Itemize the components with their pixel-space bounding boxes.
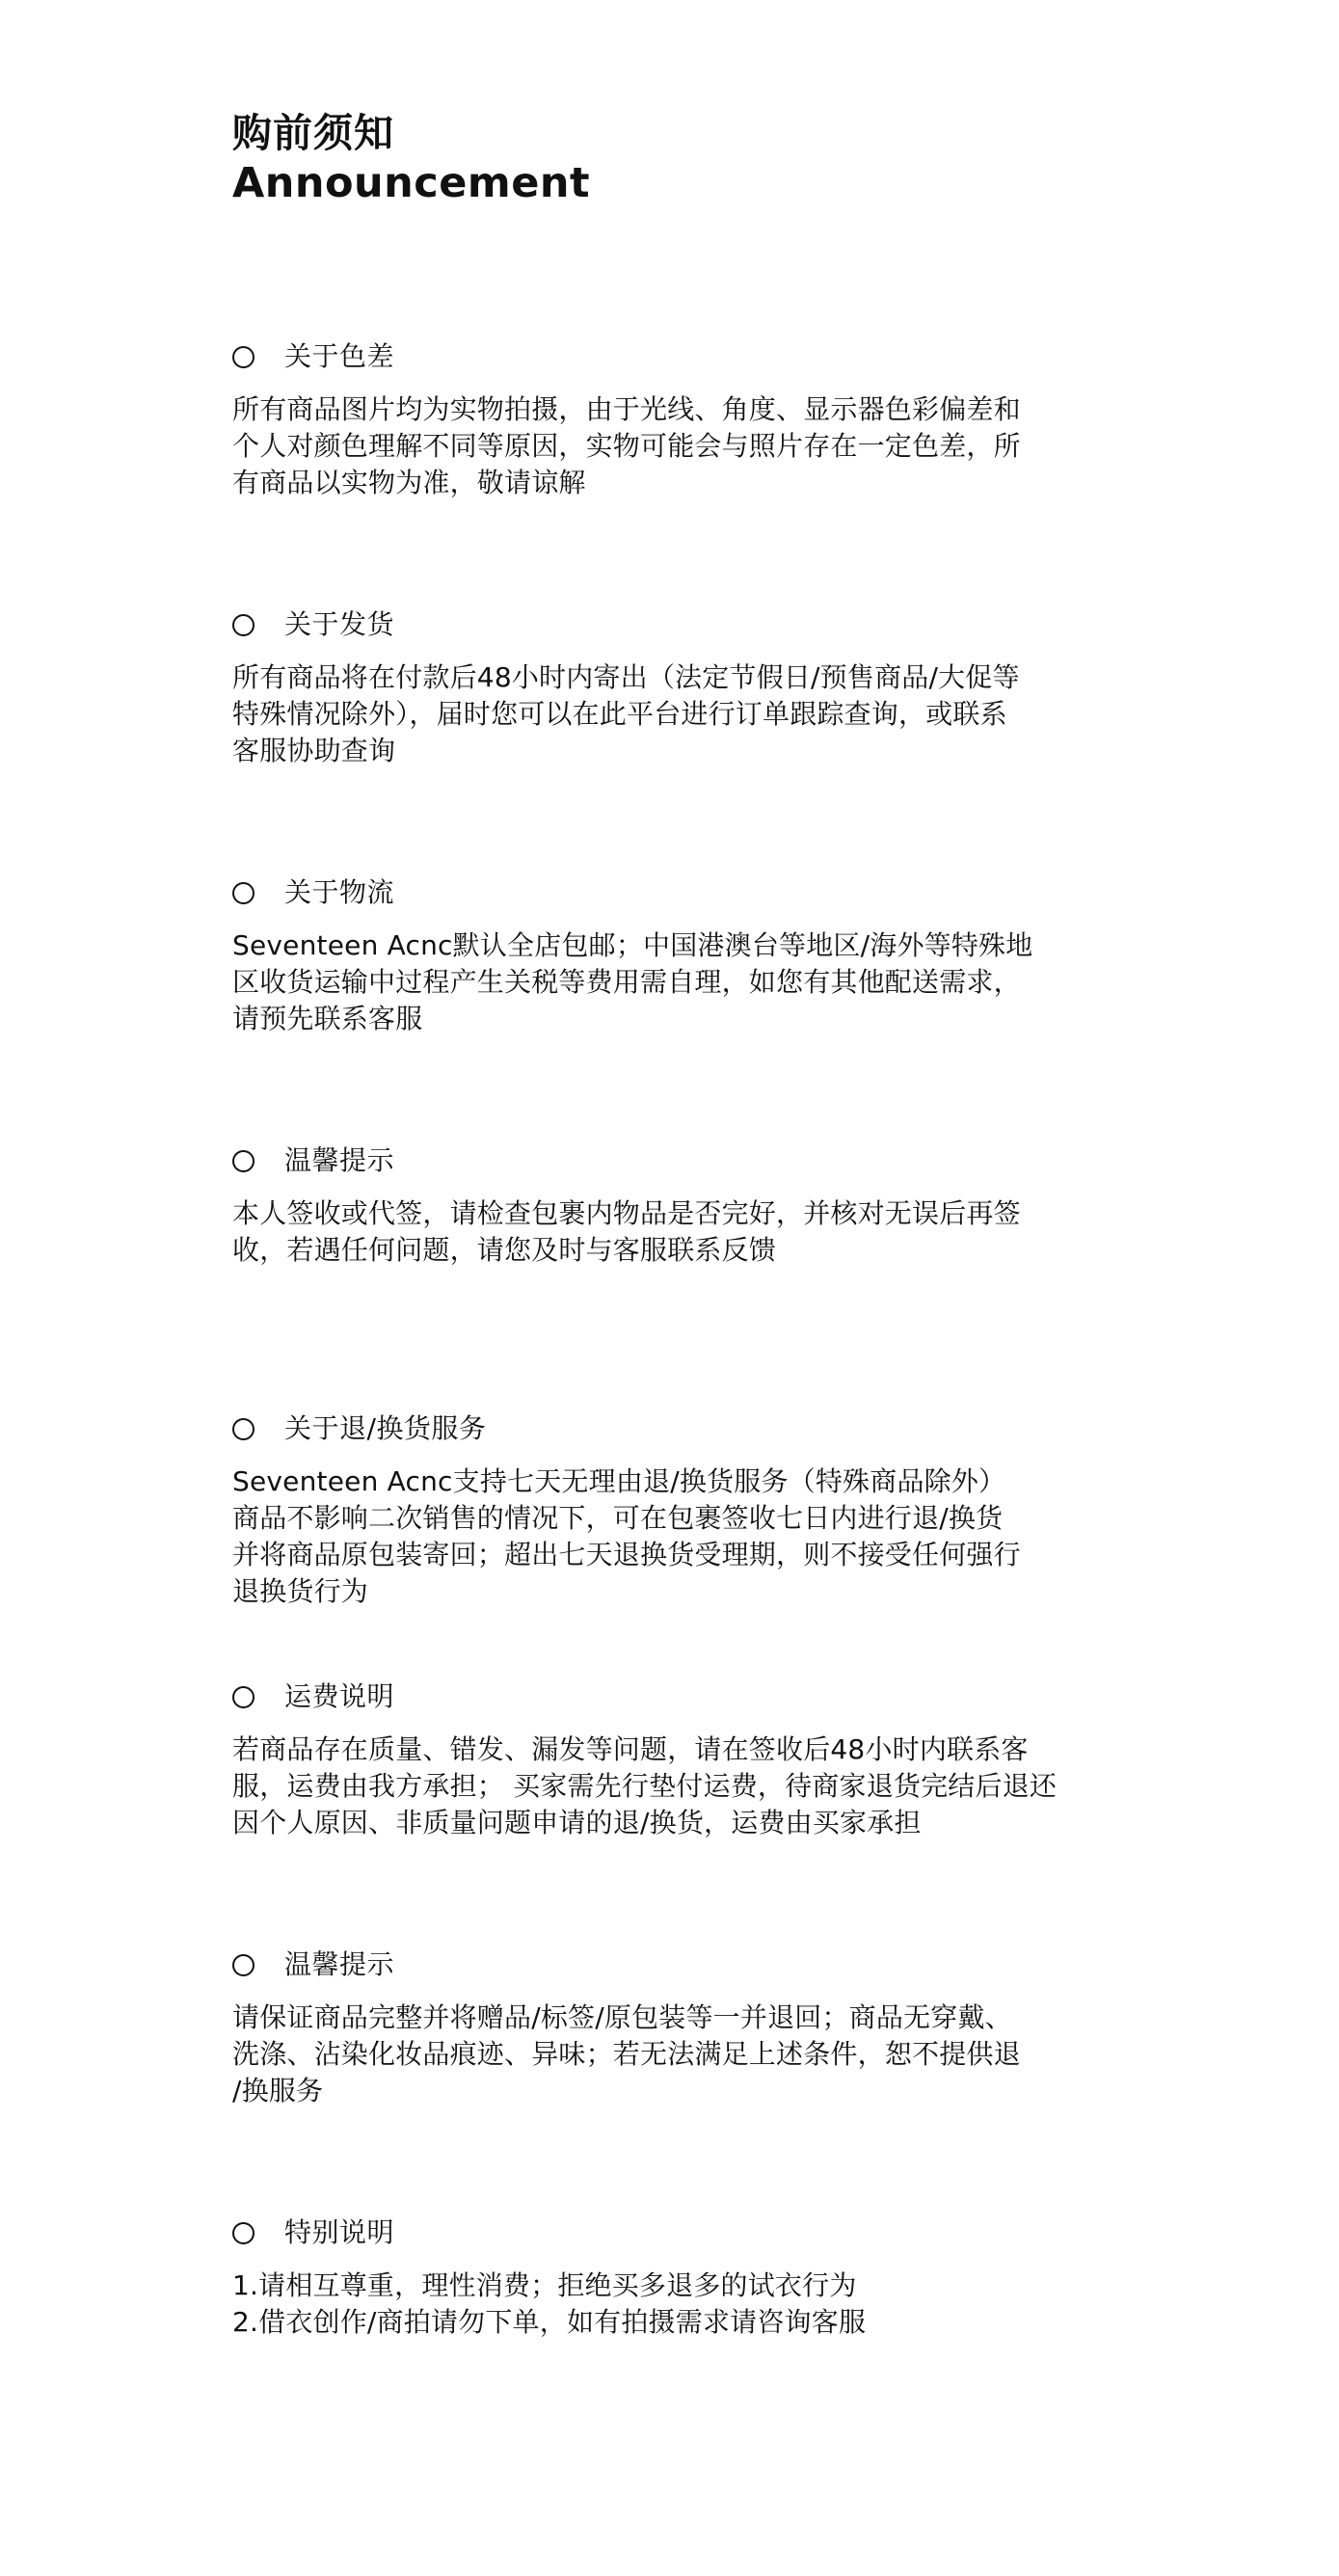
section-header [232, 1677, 1100, 1716]
section-title: 运费说明 [284, 1680, 395, 1712]
page-header [232, 108, 590, 208]
section-text-line: 区收货运输中过程产生关税等费用需自理，如您有其他配送需求， [232, 966, 1021, 998]
section-title: 温馨提示 [284, 1144, 395, 1176]
section-title: 关于退/换货服务 [284, 1412, 487, 1444]
section-body [232, 927, 1100, 1037]
section-color-difference [232, 337, 1100, 501]
section-text-line: 并将商品原包装寄回；超出七天退换货受理期，则不接受任何强行 [232, 1539, 1021, 1570]
section-header [232, 2214, 1100, 2252]
section-title: 关于色差 [284, 340, 395, 372]
section-warm-reminder-2 [232, 1945, 1100, 2109]
section-text-line: 个人对颜色理解不同等原因，实物可能会与照片存在一定色差，所 [232, 430, 1021, 462]
section-title: 特别说明 [284, 2216, 395, 2248]
section-text-line: 本人签收或代签，请检查包裹内物品是否完好，并核对无误后再签 [232, 1197, 1021, 1229]
section-text-line: 若商品存在质量、错发、漏发等问题，请在签收后48小时内联系客 [232, 1733, 1029, 1765]
section-text-line: 请保证商品完整并将赠品/标签/原包装等一并退回；商品无穿戴、 [232, 2001, 1012, 2033]
radio-circle-icon [232, 1954, 254, 1976]
radio-circle-icon [232, 882, 254, 904]
section-text-line: Seventeen Acnc默认全店包邮；中国港澳台等地区/海外等特殊地 [232, 929, 1033, 961]
section-header [232, 1409, 1100, 1448]
section-title: 温馨提示 [284, 1948, 395, 1980]
section-title: 关于发货 [284, 608, 395, 640]
section-text-line: 所有商品将在付款后48小时内寄出（法定节假日/预售商品/大促等 [232, 661, 1020, 693]
section-text-line: 因个人原因、非质量问题申请的退/换货，运费由买家承担 [232, 1807, 922, 1838]
section-text-line: 客服协助查询 [232, 735, 396, 766]
page-title-cn: 购前须知 [232, 110, 394, 156]
section-body [232, 1731, 1100, 1841]
section-text-line: 2.借衣创作/商拍请勿下单，如有拍摄需求请咨询客服 [232, 2306, 867, 2338]
section-body [232, 659, 1100, 769]
section-header [232, 1141, 1100, 1180]
section-text-line: 退换货行为 [232, 1575, 369, 1607]
section-header [232, 1945, 1100, 1984]
section-body [232, 1463, 1100, 1610]
radio-circle-icon [232, 1686, 254, 1708]
radio-circle-icon [232, 614, 254, 636]
section-text-line: 服，运费由我方承担； 买家需先行垫付运费，待商家退货完结后退还 [232, 1770, 1058, 1802]
section-text-line: Seventeen Acnc支持七天无理由退/换货服务（特殊商品除外） [232, 1465, 1006, 1497]
section-text-line: 有商品以实物为准，敬请谅解 [232, 467, 586, 498]
section-text-line: 1.请相互尊重，理性消费；拒绝买多退多的试衣行为 [232, 2269, 857, 2301]
section-text-line: 商品不影响二次销售的情况下，可在包裹签收七日内进行退/换货 [232, 1502, 1004, 1534]
section-body [232, 1999, 1100, 2109]
section-body [232, 391, 1100, 501]
radio-circle-icon [232, 2222, 254, 2244]
section-text-line: 所有商品图片均为实物拍摄，由于光线、角度、显示器色彩偏差和 [232, 393, 1021, 425]
section-text-line: 请预先联系客服 [232, 1003, 423, 1034]
section-warm-reminder [232, 1141, 1100, 1269]
section-body [232, 2267, 1100, 2341]
section-text-line: 洗涤、沾染化妆品痕迹、异味；若无法满足上述条件，恕不提供退 [232, 2038, 1021, 2070]
section-text-line: 特殊情况除外），届时您可以在此平台进行订单跟踪查询，或联系 [232, 698, 1007, 730]
section-header [232, 337, 1100, 376]
radio-circle-icon [232, 1418, 254, 1440]
section-header [232, 605, 1100, 644]
section-text-line: 收，若遇任何问题，请您及时与客服联系反馈 [232, 1234, 777, 1266]
section-special-notes [232, 2214, 1100, 2341]
page-title-en: Announcement [232, 159, 591, 207]
section-text-line: /换服务 [232, 2075, 324, 2106]
section-header [232, 873, 1100, 912]
section-return-exchange [232, 1409, 1100, 1610]
section-logistics [232, 873, 1100, 1037]
section-title: 关于物流 [284, 876, 395, 908]
section-shipping [232, 605, 1100, 769]
section-shipping-fee [232, 1677, 1100, 1841]
section-body [232, 1195, 1100, 1269]
radio-circle-icon [232, 346, 254, 368]
radio-circle-icon [232, 1150, 254, 1172]
